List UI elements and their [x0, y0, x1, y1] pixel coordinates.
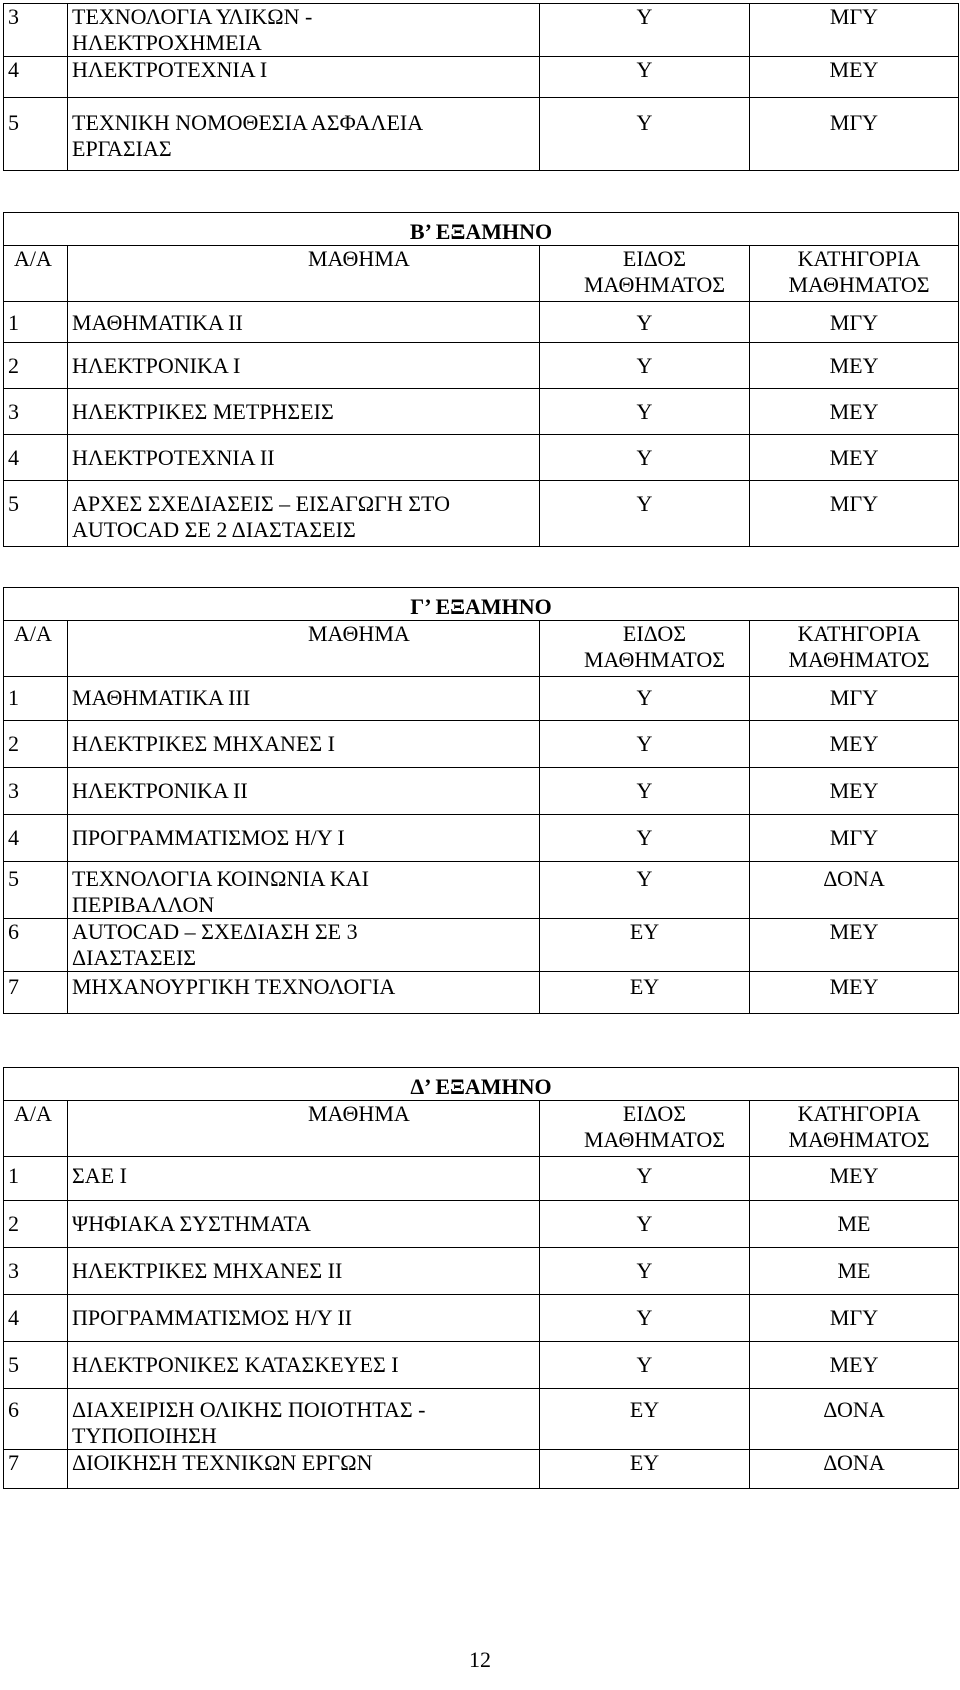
row-number: 2: [4, 721, 68, 768]
course-kind: ΕΥ: [540, 972, 750, 1014]
header-category: ΚΑΤΗΓΟΡΙΑ ΜΑΘΗΜΑΤΟΣ: [750, 621, 959, 677]
course-kind: Υ: [540, 57, 750, 98]
course-kind: Υ: [540, 481, 750, 547]
table-row: [4, 435, 959, 481]
table-row: [4, 389, 959, 435]
course-kind: Υ: [540, 768, 750, 815]
course-kind: Υ: [540, 721, 750, 768]
course-category: ΜΕΥ: [750, 768, 959, 815]
course-name: ΣΑΕ Ι: [68, 1157, 540, 1201]
row-number: 3: [4, 4, 68, 57]
table-row: [4, 1157, 959, 1201]
semester-title: Γ’ ΕΞΑΜΗΝΟ: [4, 588, 959, 621]
course-kind: Υ: [540, 343, 750, 389]
course-category: ΜΓΥ: [750, 4, 959, 57]
course-kind: Υ: [540, 4, 750, 57]
course-name: ΗΛΕΚΤΡΟΝΙΚΑ Ι: [68, 343, 540, 389]
semester-table-continued: [3, 3, 959, 171]
header-row: [4, 1101, 959, 1157]
header-kind: ΕΙΔΟΣ ΜΑΘΗΜΑΤΟΣ: [540, 1101, 750, 1157]
header-kind: ΕΙΔΟΣ ΜΑΘΗΜΑΤΟΣ: [540, 246, 750, 302]
row-number: 3: [4, 768, 68, 815]
course-name: ΜΗΧΑΝΟΥΡΓΙΚΗ ΤΕΧΝΟΛΟΓΙΑ: [68, 972, 540, 1014]
course-category: ΜΕΥ: [750, 1157, 959, 1201]
course-category: ΜΕ: [750, 1201, 959, 1248]
course-name: ΔΙΑΧΕΙΡΙΣΗ ΟΛΙΚΗΣ ΠΟΙΟΤΗΤΑΣ - ΤΥΠΟΠΟΙΗΣΗ: [68, 1389, 540, 1450]
course-name: ΤΕΧΝΙΚΗ ΝΟΜΟΘΕΣΙΑ ΑΣΦΑΛΕΙΑ ΕΡΓΑΣΙΑΣ: [68, 98, 540, 171]
row-number: 5: [4, 481, 68, 547]
course-category: ΔΟΝΑ: [750, 1450, 959, 1489]
course-name: ΗΛΕΚΤΡΟΝΙΚΑ ΙΙ: [68, 768, 540, 815]
course-kind: Υ: [540, 435, 750, 481]
course-kind: Υ: [540, 1201, 750, 1248]
course-kind: Υ: [540, 1248, 750, 1295]
header-num: Α/Α: [4, 1101, 68, 1157]
course-name: ΗΛΕΚΤΡΟΤΕΧΝΙΑ ΙΙ: [68, 435, 540, 481]
course-category: ΜΓΥ: [750, 1295, 959, 1342]
row-number: 4: [4, 435, 68, 481]
course-category: ΜΕΥ: [750, 919, 959, 972]
course-category: ΜΕΥ: [750, 1342, 959, 1389]
course-category: ΔΟΝΑ: [750, 1389, 959, 1450]
course-name: ΤΕΧΝΟΛΟΓΙΑ ΚΟΙΝΩΝΙΑ ΚΑΙ ΠΕΡΙΒΑΛΛΟΝ: [68, 862, 540, 919]
course-category: ΜΓΥ: [750, 677, 959, 721]
row-number: 3: [4, 1248, 68, 1295]
course-name: ΑΡΧΕΣ ΣΧΕΔΙΑΣΕΙΣ – ΕΙΣΑΓΩΓΗ ΣΤΟ AUTOCAD ΣΕ 2 ΔΙΑΣΤΑΣΕΙΣ: [68, 481, 540, 547]
row-number: 2: [4, 343, 68, 389]
table-row: [4, 302, 959, 343]
row-number: 2: [4, 1201, 68, 1248]
course-category: ΜΕΥ: [750, 972, 959, 1014]
table-row: [4, 1342, 959, 1389]
row-number: 6: [4, 1389, 68, 1450]
course-kind: Υ: [540, 1295, 750, 1342]
course-category: ΜΕΥ: [750, 721, 959, 768]
row-number: 1: [4, 1157, 68, 1201]
row-number: 5: [4, 98, 68, 171]
course-kind: Υ: [540, 1342, 750, 1389]
table-row: [4, 919, 959, 972]
course-name: ΗΛΕΚΤΡΙΚΕΣ ΜΕΤΡΗΣΕΙΣ: [68, 389, 540, 435]
table-row: [4, 1201, 959, 1248]
course-kind: Υ: [540, 389, 750, 435]
course-category: ΜΓΥ: [750, 481, 959, 547]
course-name: ΜΑΘΗΜΑΤΙΚΑ ΙΙ: [68, 302, 540, 343]
table-row: [4, 343, 959, 389]
semester-table-b: [3, 212, 959, 547]
semester-table-d: [3, 1067, 959, 1489]
course-category: ΜΕΥ: [750, 435, 959, 481]
course-category: ΜΕΥ: [750, 343, 959, 389]
table-row: [4, 1248, 959, 1295]
table-row: [4, 1450, 959, 1489]
row-number: 4: [4, 1295, 68, 1342]
course-name: ΗΛΕΚΤΡΙΚΕΣ ΜΗΧΑΝΕΣ ΙΙ: [68, 1248, 540, 1295]
row-number: 1: [4, 302, 68, 343]
course-name: ΗΛΕΚΤΡΙΚΕΣ ΜΗΧΑΝΕΣ Ι: [68, 721, 540, 768]
table-row: [4, 4, 959, 57]
table-row: [4, 721, 959, 768]
semester-title-row: [4, 1068, 959, 1101]
header-course: ΜΑΘΗΜΑ: [68, 246, 540, 302]
header-num: Α/Α: [4, 621, 68, 677]
header-category: ΚΑΤΗΓΟΡΙΑ ΜΑΘΗΜΑΤΟΣ: [750, 246, 959, 302]
table-row: [4, 1295, 959, 1342]
course-category: ΜΓΥ: [750, 815, 959, 862]
table-row: [4, 768, 959, 815]
row-number: 1: [4, 677, 68, 721]
table-row: [4, 481, 959, 547]
course-name: ΠΡΟΓΡΑΜΜΑΤΙΣΜΟΣ Η/Υ ΙΙ: [68, 1295, 540, 1342]
course-category: ΜΓΥ: [750, 302, 959, 343]
course-kind: Υ: [540, 1157, 750, 1201]
course-name: ΠΡΟΓΡΑΜΜΑΤΙΣΜΟΣ Η/Υ Ι: [68, 815, 540, 862]
course-kind: ΕΥ: [540, 919, 750, 972]
table-row: [4, 862, 959, 919]
course-kind: ΕΥ: [540, 1389, 750, 1450]
course-kind: Υ: [540, 815, 750, 862]
semester-table-c: [3, 587, 959, 1014]
page-number: 12: [469, 1647, 491, 1672]
course-kind: Υ: [540, 677, 750, 721]
course-category: ΜΕΥ: [750, 57, 959, 98]
semester-title: Β’ ΕΞΑΜΗΝΟ: [4, 213, 959, 246]
row-number: 4: [4, 57, 68, 98]
header-course: ΜΑΘΗΜΑ: [68, 621, 540, 677]
table-row: [4, 57, 959, 98]
course-kind: Υ: [540, 302, 750, 343]
semester-title-row: [4, 588, 959, 621]
course-category: ΜΕΥ: [750, 389, 959, 435]
row-number: 7: [4, 1450, 68, 1489]
course-name: ΔΙΟΙΚΗΣΗ ΤΕΧΝΙΚΩΝ ΕΡΓΩΝ: [68, 1450, 540, 1489]
header-kind: ΕΙΔΟΣ ΜΑΘΗΜΑΤΟΣ: [540, 621, 750, 677]
course-name: ΤΕΧΝΟΛΟΓΙΑ ΥΛΙΚΩΝ - ΗΛΕΚΤΡΟΧΗΜΕΙΑ: [68, 4, 540, 57]
header-course: ΜΑΘΗΜΑ: [68, 1101, 540, 1157]
header-row: [4, 246, 959, 302]
course-kind: Υ: [540, 862, 750, 919]
course-kind: ΕΥ: [540, 1450, 750, 1489]
row-number: 3: [4, 389, 68, 435]
course-category: ΜΓΥ: [750, 98, 959, 171]
table-row: [4, 677, 959, 721]
table-row: [4, 98, 959, 171]
course-name: ΨΗΦΙΑΚΑ ΣΥΣΤΗΜΑΤΑ: [68, 1201, 540, 1248]
header-category: ΚΑΤΗΓΟΡΙΑ ΜΑΘΗΜΑΤΟΣ: [750, 1101, 959, 1157]
course-name: ΗΛΕΚΤΡΟΤΕΧΝΙΑ Ι: [68, 57, 540, 98]
semester-title-row: [4, 213, 959, 246]
course-name: ΗΛΕΚΤΡΟΝΙΚΕΣ ΚΑΤΑΣΚΕΥΕΣ Ι: [68, 1342, 540, 1389]
table-row: [4, 815, 959, 862]
course-category: ΔΟΝΑ: [750, 862, 959, 919]
header-num: Α/Α: [4, 246, 68, 302]
semester-title: Δ’ ΕΞΑΜΗΝΟ: [4, 1068, 959, 1101]
row-number: 4: [4, 815, 68, 862]
course-name: AUTOCAD – ΣΧΕΔΙΑΣΗ ΣΕ 3 ΔΙΑΣΤΑΣΕΙΣ: [68, 919, 540, 972]
row-number: 5: [4, 862, 68, 919]
table-row: [4, 972, 959, 1014]
header-row: [4, 621, 959, 677]
row-number: 6: [4, 919, 68, 972]
table-row: [4, 1389, 959, 1450]
row-number: 5: [4, 1342, 68, 1389]
course-kind: Υ: [540, 98, 750, 171]
row-number: 7: [4, 972, 68, 1014]
course-name: ΜΑΘΗΜΑΤΙΚΑ ΙΙΙ: [68, 677, 540, 721]
course-category: ΜΕ: [750, 1248, 959, 1295]
